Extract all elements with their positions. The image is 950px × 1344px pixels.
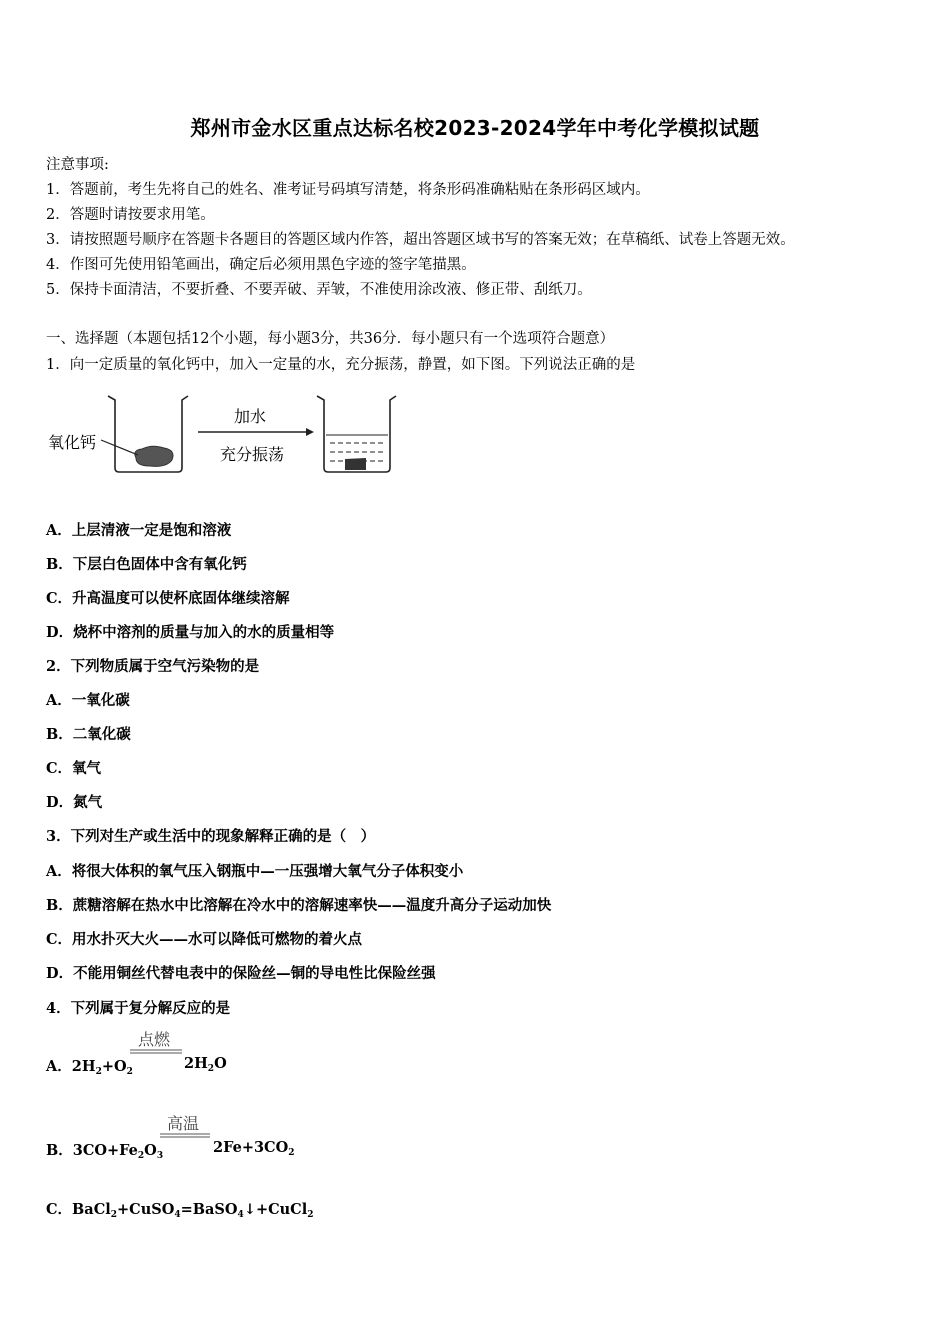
- subscript: 2: [207, 1064, 215, 1074]
- figure-label-cao: 氧化钙: [48, 433, 97, 452]
- option: B．二氧化碳: [46, 726, 131, 743]
- condition-label: 高温: [167, 1114, 200, 1133]
- formula-part: O: [144, 1142, 157, 1159]
- question-stem: 1．向一定质量的氧化钙中，加入一定量的水，充分振荡，静置，如下图。下列说法正确的是: [46, 357, 636, 373]
- subscript: 3: [156, 1151, 164, 1161]
- option: A．上层清液一定是饱和溶液: [46, 522, 232, 539]
- notice-item: 3．请按照题号顺序在答题卡各题目的答题区域内作答，超出答题区域书写的答案无效；在草稿纸、试卷上答题无效。: [46, 232, 795, 248]
- formula-part: +O: [101, 1058, 127, 1075]
- condition-label: 点燃: [138, 1030, 171, 1049]
- notice-item: 4．作图可先使用铅笔画出，确定后必须用黑色字迹的签字笔描黑。: [46, 257, 476, 273]
- subscript: 2: [95, 1067, 102, 1077]
- option-q4-a: [46, 1055, 133, 1077]
- formula-part: O: [214, 1055, 227, 1072]
- option-letter: A．: [46, 1058, 72, 1075]
- option-q4-c: [46, 1198, 314, 1220]
- question-stem: 3．下列对生产或生活中的现象解释正确的是（ ）: [46, 828, 376, 845]
- formula-part: 2H: [71, 1058, 96, 1075]
- beaker-figure: [0, 0, 950, 500]
- option: C．用水扑灭大火——水可以降低可燃物的着火点: [46, 931, 363, 948]
- settled-solid: [345, 458, 366, 470]
- option: C．氧气: [46, 760, 102, 777]
- option: B．蔗糖溶解在热水中比溶解在冷水中的溶解速率快——温度升高分子运动加快: [46, 897, 552, 914]
- page-title: 郑州市金水区重点达标名校2023-2024学年中考化学模拟试题: [190, 116, 760, 140]
- label-pointer: [101, 440, 138, 455]
- subscript: 2: [126, 1067, 133, 1077]
- subscript: 4: [237, 1210, 244, 1220]
- figure-label-add-water: 加水: [234, 407, 267, 426]
- option: B．下层白色固体中含有氧化钙: [46, 556, 247, 573]
- subscript: 2: [137, 1151, 145, 1161]
- option: A．一氧化碳: [46, 692, 130, 709]
- notice-item: 1．答题前，考生先将自己的姓名、准考证号码填写清楚，将条形码准确粘贴在条形码区域内。: [46, 182, 650, 198]
- formula-part: 3CO+Fe: [72, 1142, 138, 1159]
- product-a: [184, 1055, 227, 1074]
- option-letter: C．: [46, 1201, 73, 1218]
- option: D．不能用铜丝代替电表中的保险丝—铜的导电性比保险丝强: [46, 965, 436, 982]
- option: C．升高温度可以使杯底固体继续溶解: [46, 590, 290, 607]
- formula-part: BaCl: [72, 1201, 111, 1218]
- option-q4-b: [46, 1139, 163, 1161]
- formula-part: =BaSO: [180, 1201, 238, 1218]
- formula-part: +CuSO: [117, 1201, 175, 1218]
- option: A．将很大体积的氧气压入钢瓶中—一压强增大氧气分子体积变小: [46, 863, 464, 880]
- arrow-head: [306, 428, 314, 436]
- subscript: 2: [288, 1148, 295, 1158]
- subscript: 4: [174, 1210, 181, 1220]
- subscript: 2: [110, 1210, 118, 1220]
- notice-item: 2．答题时请按要求用笔。: [46, 207, 215, 223]
- option: D．烧杯中溶剂的质量与加入的水的质量相等: [46, 624, 335, 641]
- formula-part: ↓+CuCl: [243, 1201, 308, 1218]
- calcium-oxide-lump: [135, 446, 173, 466]
- option: D．氮气: [46, 794, 103, 811]
- subscript: 2: [307, 1210, 314, 1220]
- notice-heading: 注意事项:: [46, 157, 109, 173]
- section-heading: 一、选择题（本题包括12个小题，每小题3分，共36分．每小题只有一个选项符合题意）: [46, 331, 615, 347]
- product-b: [213, 1139, 295, 1158]
- formula-part: 2H: [184, 1055, 208, 1072]
- formula-part: 2Fe+3CO: [213, 1139, 289, 1156]
- option-letter: B．: [46, 1142, 73, 1159]
- figure-label-shake: 充分振荡: [220, 445, 285, 464]
- question-stem: 2．下列物质属于空气污染物的是: [46, 658, 260, 675]
- question-stem: 4．下列属于复分解反应的是: [46, 1000, 231, 1017]
- notice-item: 5．保持卡面清洁，不要折叠、不要弄破、弄皱，不准使用涂改液、修正带、刮纸刀。: [46, 282, 592, 298]
